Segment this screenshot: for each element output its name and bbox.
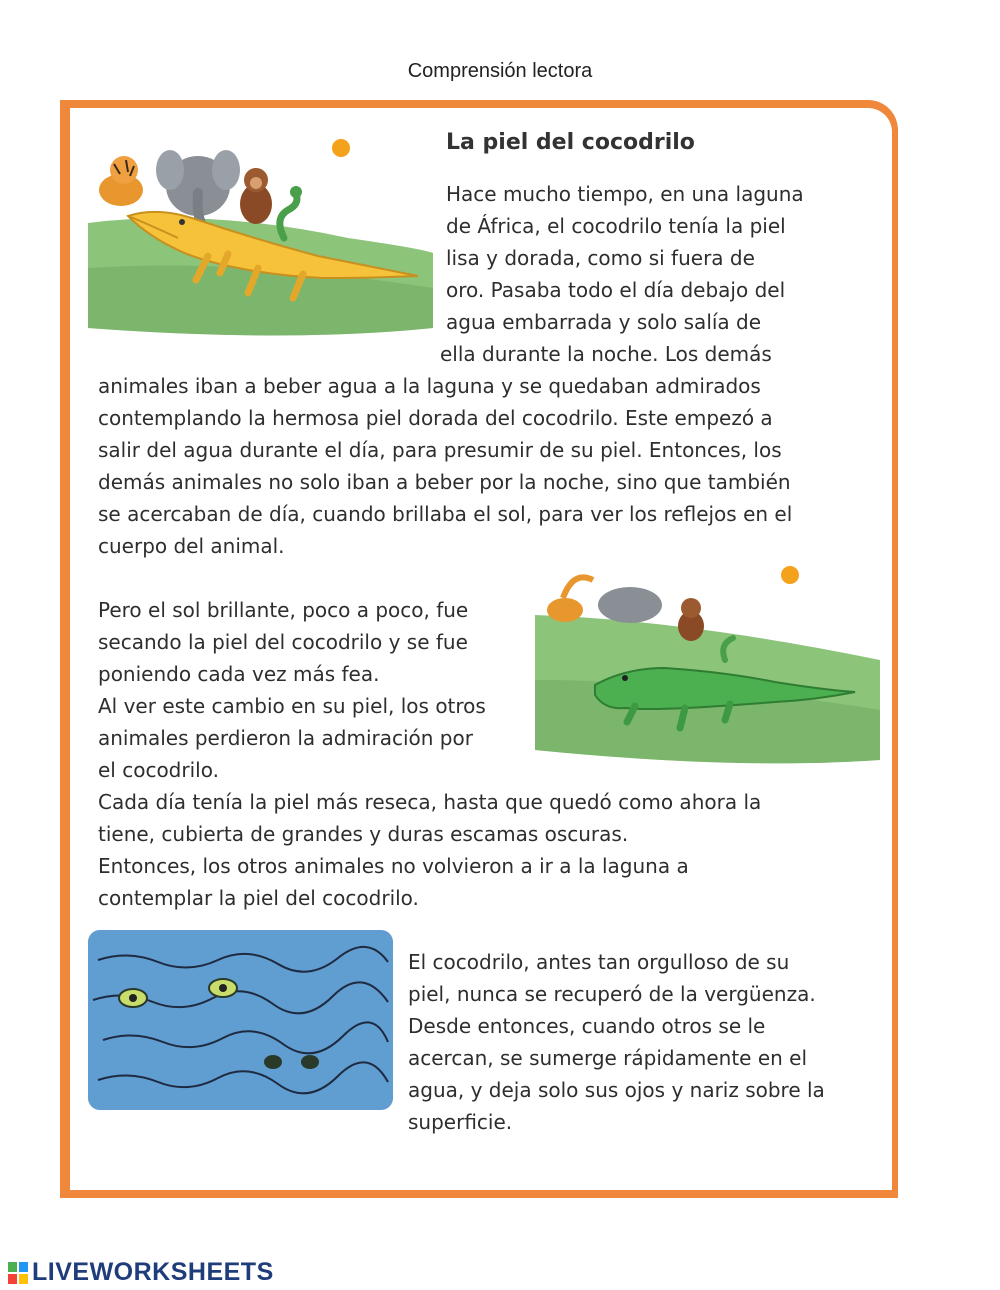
text-line: ella durante la noche. Los demás bbox=[440, 342, 772, 366]
text-line: contemplando la hermosa piel dorada del cocodrilo. Este empezó a bbox=[98, 406, 773, 430]
text-line: se acercaban de día, cuando brillaba el sol, para ver los reflejos en el bbox=[98, 502, 793, 526]
paragraph-1-bottom bbox=[98, 370, 878, 562]
text-line: El cocodrilo, antes tan orgulloso de su bbox=[408, 950, 790, 974]
text-line: oro. Pasaba todo el día debajo del bbox=[446, 278, 786, 302]
text-line: Cada día tenía la piel más reseca, hasta que quedó como ahora la bbox=[98, 790, 762, 814]
text-line: demás animales no solo iban a beber por la noche, sino que también bbox=[98, 470, 791, 494]
crocodile-eyes-in-water-illustration bbox=[88, 930, 393, 1110]
text-line: de África, el cocodrilo tenía la piel bbox=[446, 214, 786, 238]
text-line: Desde entonces, cuando otros se le bbox=[408, 1014, 766, 1038]
golden-crocodile-illustration bbox=[88, 128, 433, 338]
text-line: contemplar la piel del cocodrilo. bbox=[98, 886, 419, 910]
text-line: agua, y deja solo sus ojos y nariz sobre la bbox=[408, 1078, 825, 1102]
paragraph-3 bbox=[98, 786, 878, 914]
liveworksheets-logo-text: LIVEWORKSHEETS bbox=[32, 1258, 274, 1286]
text-line: tiene, cubierta de grandes y duras escamas oscuras. bbox=[98, 822, 629, 846]
liveworksheets-logo[interactable] bbox=[8, 1258, 274, 1287]
story-title: La piel del cocodrilo bbox=[446, 130, 695, 155]
paragraph-4 bbox=[408, 946, 878, 1138]
text-line: Al ver este cambio en su piel, los otros bbox=[98, 694, 486, 718]
text-line: Pero el sol brillante, poco a poco, fue bbox=[98, 598, 469, 622]
paragraph-1-top bbox=[440, 178, 866, 370]
text-line: lisa y dorada, como si fuera de bbox=[446, 246, 755, 270]
text-line: cuerpo del animal. bbox=[98, 534, 285, 558]
text-line: piel, nunca se recuperó de la vergüenza. bbox=[408, 982, 816, 1006]
text-line: acercan, se sumerge rápidamente en el bbox=[408, 1046, 808, 1070]
text-line: el cocodrilo. bbox=[98, 758, 219, 782]
text-line: Entonces, los otros animales no volvieron a ir a la laguna a bbox=[98, 854, 689, 878]
text-line: Hace mucho tiempo, en una laguna bbox=[446, 182, 804, 206]
text-line: secando la piel del cocodrilo y se fue bbox=[98, 630, 468, 654]
paragraph-2 bbox=[98, 594, 538, 786]
green-crocodile-illustration bbox=[535, 560, 880, 770]
text-line: animales perdieron la admiración por bbox=[98, 726, 473, 750]
liveworksheets-logo-icon bbox=[8, 1262, 28, 1284]
text-line: salir del agua durante el día, para presumir de su piel. Entonces, los bbox=[98, 438, 782, 462]
text-line: poniendo cada vez más fea. bbox=[98, 662, 380, 686]
page-title: Comprensión lectora bbox=[407, 60, 593, 82]
text-line: agua embarrada y solo salía de bbox=[446, 310, 762, 334]
text-line: animales iban a beber agua a la laguna y se quedaban admirados bbox=[98, 374, 761, 398]
text-line: superficie. bbox=[408, 1110, 513, 1134]
